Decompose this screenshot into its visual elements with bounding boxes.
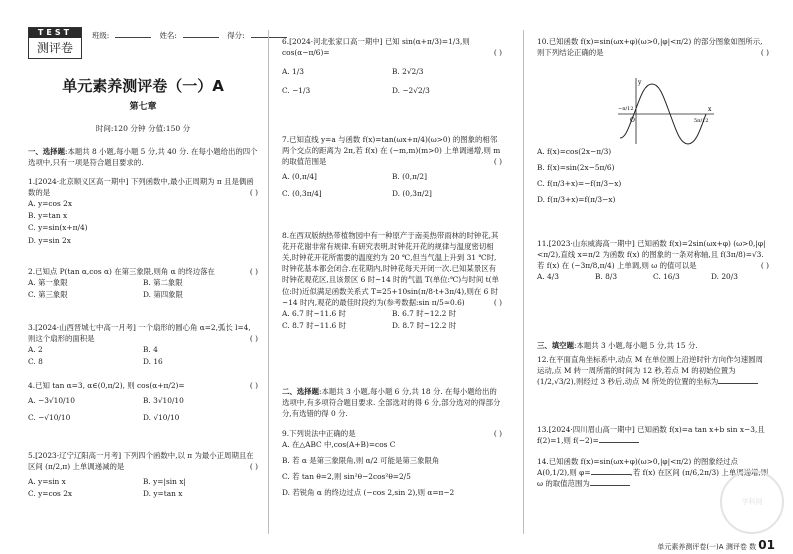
option: C. y=cos 2x: [28, 489, 73, 499]
question-number: 14.: [537, 457, 549, 466]
section-2: [282, 386, 502, 419]
section-heading: 二、选择题: [282, 387, 319, 396]
answer-paren: ( ): [249, 188, 258, 198]
option: B. 4: [143, 345, 158, 355]
question-number: 3.: [28, 323, 36, 332]
option: B. f(x)=sin(2x−5π/6): [537, 163, 615, 173]
question-text: [2024·北京顺义区高一期中] 下列函数中,最小正周期为 π 且是偶函数的是: [28, 177, 254, 198]
option: A. 6.7 时~11.6 时: [282, 308, 346, 318]
student-info-fields: [92, 30, 293, 41]
option: B. 第二象限: [143, 278, 183, 288]
question-number: 6.: [282, 37, 290, 46]
question-number: 12.: [537, 355, 549, 364]
chapter-heading: 第七章: [129, 102, 157, 112]
question-number: 5.: [28, 451, 36, 460]
question-text: [2024·四川眉山高一期中] 已知函数 f(x)=a tan x+b sin x−3,且 f(2)=1,则 f(−2)=: [537, 425, 765, 446]
option: C. −√10/10: [28, 413, 71, 423]
question-3: [28, 322, 258, 367]
option: C. 第三象限: [28, 290, 68, 300]
column-divider: [523, 30, 524, 534]
option: D. 8.7 时~12.2 时: [392, 320, 457, 330]
option: B. 8/3: [595, 272, 618, 282]
page-title: 单元素养测评卷（一）A: [62, 77, 224, 95]
option: B. y=|sin x|: [143, 477, 186, 487]
column-divider: [268, 30, 269, 534]
question-9: [282, 428, 502, 499]
section-heading: 三、填空题: [537, 341, 574, 350]
question-8: [282, 230, 502, 331]
question-12: [537, 354, 769, 387]
option: A. 2: [28, 345, 43, 355]
logo-bottom: 测评卷: [36, 41, 73, 55]
question-2: [28, 266, 258, 300]
option: A. −3√10/10: [28, 396, 75, 406]
option: D. 若锐角 α 的终边过点 (−cos 2,sin 2),则 α=π−2: [282, 488, 455, 498]
option: B. 3√10/10: [143, 396, 184, 406]
footer-label-3: 数: [749, 543, 757, 551]
name-field[interactable]: [183, 30, 219, 38]
option: B. y=tan x: [28, 211, 68, 221]
section-heading: 一、选择题: [28, 147, 65, 156]
option: A. f(x)=cos(2x−π/3): [537, 147, 612, 156]
answer-paren: ( ): [493, 48, 502, 58]
option: B. 若 α 是第三象限角,则 α/2 可能是第三象限角: [282, 456, 440, 466]
section-intro: :本题共 3 小题,每小题 5 分,共 15 分.: [573, 341, 698, 350]
question-1: [28, 176, 258, 246]
x-label: x: [708, 106, 712, 113]
question-number: 8.: [282, 231, 290, 240]
question-7: [282, 134, 502, 200]
name-field-label: 姓名:: [159, 31, 177, 40]
option: C. f(π/3+x)=−f(π/3−x): [537, 179, 622, 189]
sine-graph: [616, 76, 716, 146]
origin-label: O: [630, 117, 635, 124]
option: D. √10/10: [143, 413, 180, 423]
section-intro: :本题共 3 小题,每小题 6 分,共 18 分. 在每小题给出的选项中,有多项符合题目要求. 全部选对的得 6 分,部分选对的得部分分,有选错的得 0 分.: [282, 387, 501, 419]
score-field-label: 得分:: [227, 31, 245, 40]
option: D. (0,3π/2]: [392, 189, 432, 199]
option: A. (0,π/4]: [282, 172, 317, 182]
section-1: [28, 146, 258, 168]
page-footer: [590, 538, 775, 552]
question-text: 在平面直角坐标系中,动点 M 在单位圆上沿逆时针方向作匀速圆周运动,点 M 转一周所需的时间为 12 秒,若点 M 的初始位置为 (1/2,√3/2),则经过 3 秒后,动点 M 所处的位置的坐标为: [537, 355, 763, 387]
question-number: 10.: [537, 37, 549, 46]
option: A. 1/3: [282, 67, 304, 77]
question-4: [28, 380, 258, 423]
tick-label: −π/12: [618, 106, 634, 112]
option: C. y=sin(x+π/4): [28, 223, 88, 233]
answer-paren: ( ): [760, 261, 769, 271]
option: B. 6.7 时~12.2 时: [392, 308, 457, 318]
question-text: [2023·山东威海高一期中] 已知函数 f(x)=2sin(ωx+φ) (ω>0,|φ|<π/2),直线 x=π/2 为函数 f(x) 的图象的一条对称轴,且 f(3π/8)=√3. 若 f(x) 在 (−3π/8,π/4) 上单调,则 ω 的值可以是: [537, 239, 766, 271]
option: D. y=sin 2x: [28, 235, 71, 245]
time-score: 时间:120 分钟 分值:150 分: [95, 124, 191, 133]
option: A. y=cos 2x: [28, 199, 73, 209]
question-text: 已知函数 f(x)=sin(ωx+φ)(ω>0,|φ|<π/2) 的图象经过点 A(0,1/2),则 φ=: [537, 457, 738, 478]
question-11: [537, 238, 769, 282]
option: C. 8.7 时~11.6 时: [282, 320, 346, 330]
question-number: 1.: [28, 177, 36, 186]
question-10: [537, 36, 769, 58]
logo-top: TEST: [29, 28, 81, 38]
question-text: 下列说法中正确的是: [289, 429, 356, 438]
option: C. 16/3: [653, 272, 680, 282]
answer-paren: ( ): [249, 334, 258, 344]
option: C. (0,3π/4]: [282, 189, 322, 199]
section-3: [537, 340, 769, 351]
question-number: 13.: [537, 425, 549, 434]
option: D. −2√2/3: [392, 86, 430, 96]
answer-paren: ( ): [249, 267, 258, 276]
answer-paren: ( ): [493, 157, 502, 167]
question-13: [537, 424, 769, 446]
option: A. 在△ABC 中,cos(A+B)=cos C: [282, 440, 396, 450]
question-number: 11.: [537, 239, 549, 248]
option: B. 2√2/3: [392, 67, 424, 77]
option: C. −1/3: [282, 86, 311, 96]
option: D. y=tan x: [143, 489, 183, 499]
question-10-options: [537, 146, 769, 205]
class-field-label: 班级:: [92, 31, 110, 40]
question-text: [2024·河北张家口高一期中] 已知 sin(α+π/3)=1/3,则 cos(α−π/6)=: [282, 37, 470, 58]
page-number: 01: [758, 538, 775, 552]
question-text: 在西双版纳热带植物园中有一种原产于南美热带雨林的时钟花,其花开花谢非常有规律.有研究表明,时钟花开花的规律与温度密切相关,时钟花开花所需要的温度约为 20 ℃,但当气温上升到 31 ℃时,时钟花基本都会闭合.在花期内,时钟花每天开闭一次.已知某景区有时钟花观花区,且该景区 6 时~14 时的气温 T(单位:℃)与时间 t(单位:时)近似满足函数关系式 T=25+10sin(π/8·t+3π/4),则在 6 时~14 时内,观花的最佳时段约为(参考数据:sin π/5≈0.6): [282, 231, 499, 307]
option: D. 20/3: [711, 272, 738, 282]
question-number: 2.: [28, 267, 36, 276]
question-text: [2024·山西晋城七中高一月考] 一个扇形的圆心角 α=2,弧长 l=4,则这个扇形的面积是: [28, 323, 251, 344]
question-5: [28, 450, 258, 499]
tick-label: 5π/12: [694, 118, 709, 124]
footer-label-2: 测评卷: [725, 543, 747, 551]
y-label: y: [638, 79, 642, 86]
question-6: [282, 36, 502, 96]
answer-paren: ( ): [493, 429, 502, 438]
question-text: 已知点 P(tan α,cos α) 在第三象限,则角 α 的终边落在: [35, 267, 215, 276]
class-field[interactable]: [115, 30, 151, 38]
question-text: 已知直线 y=a 与函数 f(x)=tan(ωx+π/4)(ω>0) 的图象的相邻两个交点的距离为 2π,若 f(x) 在 (−m,m)(m>0) 上单调递增,则 m 的取值范围是: [282, 135, 501, 167]
answer-paren: ( ): [493, 297, 502, 307]
question-text: 已知函数 f(x)=sin(ωx+φ)(ω>0,|φ|<π/2) 的部分图象如图所示,则下列结论正确的是: [537, 37, 763, 58]
answer-blank[interactable]: [591, 467, 631, 475]
answer-paren: ( ): [249, 381, 258, 390]
watermark-stamp: 学科网: [720, 470, 784, 534]
option: A. 第一象限: [28, 278, 68, 288]
option: A. 4/3: [537, 272, 559, 282]
footer-label: 单元素养测评卷(一)A: [657, 543, 724, 551]
answer-paren: ( ): [249, 462, 258, 472]
logo: [28, 27, 82, 59]
answer-blank[interactable]: [718, 376, 758, 384]
option: D. 第四象限: [143, 290, 183, 300]
answer-blank[interactable]: [590, 478, 630, 486]
question-text: 已知 tan α=3, α∈(0,π/2), 则 cos(α+π/2)=: [35, 381, 185, 390]
option: C. 8: [28, 357, 43, 367]
question-number: 9.: [282, 429, 290, 438]
question-number: 7.: [282, 135, 290, 144]
answer-blank[interactable]: [599, 435, 639, 443]
option: B. (0,π/2]: [392, 172, 427, 182]
answer-paren: ( ): [760, 48, 769, 58]
option: D. 16: [143, 357, 163, 367]
option: D. f(π/3+x)=f(π/3−x): [537, 195, 616, 205]
option: A. y=sin x: [28, 477, 66, 487]
option: C. 若 tan θ=2,则 sin²θ−2cos²θ=2/5: [282, 472, 411, 482]
question-text: [2023·辽宁辽阳高一月考] 下列四个函数中,以 π 为最小正周期且在区间 (π/2,π) 上单调递减的是: [28, 451, 254, 472]
question-text: ,若 f(x) 在区间 (π/6,2π/3) 上单调递增,则 ω 的取值范围为: [537, 468, 769, 489]
question-number: 4.: [28, 381, 36, 390]
section-intro: :本题共 8 小题,每小题 5 分,共 40 分. 在每小题给出的四个选项中,只有一项是符合题目要求的.: [28, 147, 258, 168]
